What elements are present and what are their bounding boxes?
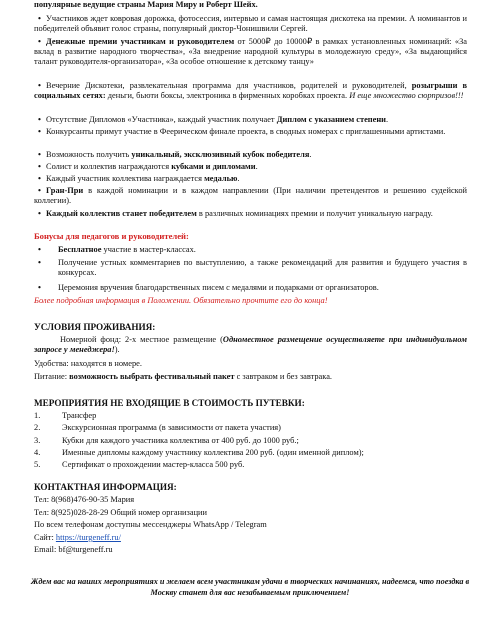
bullet-bold: розыгрыши в социальных сетях: [34,81,468,100]
bullet-text: деньги, бьюти боксы, электроника в фирменных коробках проекта. [105,91,348,100]
list-item: • Отсутствие Дипломов «Участника», каждый участник получает Диплом с указанием степени. [38,115,389,124]
list-number: 3. [34,436,41,445]
list-number: 1. [34,411,41,420]
bullet-bold: кубками и дипломами [171,162,256,171]
bullet-text: от 5000₽ до 10000₽ в рамках установленных номинаций: «За вклад в развитие народного творчества», «За внедрение народной культуры в молодежную среду», «За выдающийся талант руководителя-организатора», «За особое отношение к детскому танцу» [34,37,467,66]
food-prefix: Питание: [34,372,70,381]
room-fund [34,335,467,355]
list-number: 5. [34,460,41,469]
list-item: • Каждый коллектив станет победителем в различных номинациях премии и получит уникальную награду. [38,209,433,218]
list-item: • Каждый участник коллектива награждается медалью. [38,174,240,183]
list-item: • Участников ждет ковровая дорожка, фотосессия, интервью и самая настоящая дискотека на премии. А номинантов и победителей объявит голос страны, популярный диктор-Чонишвили Сергей. [34,14,467,33]
list-item: • Получение устных комментариев по выступлению, а также рекомендаций для развития и будущего участия в конкурсах. [38,258,467,277]
phone-2: Тел: 8(925)028-28-29 Общий номер организации [34,508,208,517]
list-number: 2. [34,423,41,432]
room-fund-suffix: ). [114,345,120,354]
food-bold: возможность выбрать фестивальный пакет [69,372,235,381]
closing-message: Ждем вас на наших мероприятиях и желаем всем участникам удачи в творческих начинаниях, надеемся, что поездка в Москву станет для вас незабываемым приключением! [30,577,470,598]
list-item: • Церемония вручения благодарственных писем с медалями и подарками от организаторов. [38,283,379,292]
messengers: По всем телефонам доступны мессенджеры WhatsApp / Telegram [34,520,267,529]
site-link[interactable]: https://turgeneff.ru/ [55,533,121,542]
site [34,533,467,543]
list-number: 4. [34,448,41,457]
email: Email: bf@turgeneff.ru [34,545,113,554]
bullet-text: Получение устных комментариев по выступлению, а также рекомендаций для развития и будущего участия в конкурсах. [58,258,467,277]
bullet-italic: И еще множество сюрпризов!!! [347,91,464,100]
bullet-text: Вечерние Дискотеки, развлекательная программа для участников, родителей и руководителей, [46,81,407,90]
bullet-text: Участников ждет ковровая дорожка, фотосессия, интервью и самая настоящая дискотека на премии. А номинантов и победителей объявит голос страны, популярный диктор-Чонишвили Сергей. [34,14,467,33]
room-fund-text: Номерной фонд: 2-х местное размещение ( [60,335,223,344]
bullet-bold: уникальный, эксклюзивный кубок победителя [131,150,310,159]
bullet-text: . [237,174,240,183]
bullet-text: Отсутствие Дипломов «Участника», каждый участник получает [46,115,277,124]
phone-1: Тел: 8(968)476-90-35 Мария [34,495,135,504]
top-line: популярные ведущие страны Мария Миру и Роберт Шейх. [34,0,258,9]
bullet-text: участие в мастер-классах. [101,245,196,254]
amenities: Удобства: находятся в номере. [34,359,142,368]
bullet-text: в различных номинациях премии и получит уникальную награду. [196,209,433,218]
list-item: Экскурсионная программа (в зависимости от пакета участия) [62,423,281,432]
site-label: Сайт: [34,533,56,542]
bullet-text: Каждый участник коллектива награждается [46,174,205,183]
list-item: • Солист и коллектив награждаются кубками и дипломами. [38,162,258,171]
bullet-text: . [309,150,312,159]
food-suffix: с завтраком и без завтрака. [234,372,333,381]
bullet-bold: медалью [204,174,238,183]
bullet-text: Церемония вручения благодарственных писем с медалями и подарками от организаторов. [58,283,379,292]
list-item: Кубки для каждого участника коллектива от 400 руб. до 1000 руб.; [62,436,299,445]
room-fund-italic: Одноместное размещение осуществляете при индивидуальном запросе у менеджера! [34,335,467,354]
bullet-bold: Бесплатное [58,245,102,254]
bullet-text: Конкурсанты примут участие в Феерическом финале проекта, в сводных номерах с приглашенными артистами. [46,127,446,136]
contacts-title: КОНТАКТНАЯ ИНФОРМАЦИЯ: [34,482,177,492]
extras-title: МЕРОПРИЯТИЯ НЕ ВХОДЯЩИЕ В СТОИМОСТЬ ПУТЕВКИ: [34,398,305,408]
list-item: Именные дипломы каждому участнику коллектива 200 руб. (один именной диплом); [62,448,364,457]
list-item: Трансфер [62,411,97,420]
bullet-bold: Денежные премии участникам и руководителем [46,37,235,46]
list-item: • Конкурсанты примут участие в Феерическом финале проекта, в сводных номерах с приглашенными артистами. [38,127,446,136]
bullet-bold: Диплом с указанием степени [276,115,386,124]
list-item: Сертификат о прохождении мастер-класса 500 руб. [62,460,245,469]
list-item: • Гран-При в каждой номинации и в каждом направлении (При наличии претендентов и решению судейской коллегии). [34,186,467,205]
bullet-text: Солист и коллектив награждаются [46,162,172,171]
list-item: • Денежные премии участникам и руководителем от 5000₽ до 10000₽ в рамках установленных номинаций: «За вклад в развитие народного творчества», «За внедрение народной культуры в молодежную среду», «За выдающийся талант руководителя-организатора», «За особое отношение к детскому танцу» [34,37,467,66]
list-item: • Вечерние Дискотеки, развлекательная программа для участников, родителей и руководителей, розыгрыши в социальных сетях: деньги, бьюти боксы, электроника в фирменных коробках проекта. И еще множество сюрпризов!!! [34,81,468,100]
teacher-bonus-title: Бонусы для педагогов и руководителей: [34,231,189,241]
bullet-text: Возможность получить [46,150,132,159]
bullet-bold: Гран-При [46,186,84,195]
bullet-bold: Каждый коллектив станет победителем [46,209,197,218]
list-item: • Возможность получить уникальный, эксклюзивный кубок победителя. [38,150,312,159]
list-item: • Бесплатное участие в мастер-классах. [38,245,196,254]
food [34,372,467,382]
accommodation-title: УСЛОВИЯ ПРОЖИВАНИЯ: [34,322,156,332]
bullet-text: . [255,162,258,171]
bullet-text: в каждой номинации и в каждом направлении (При наличии претендентов и решению судейской коллегии). [34,186,467,205]
regulation-note: Более подробная информация в Положении. Обязательно прочтите его до конца! [34,296,328,305]
bullet-text: . [386,115,389,124]
